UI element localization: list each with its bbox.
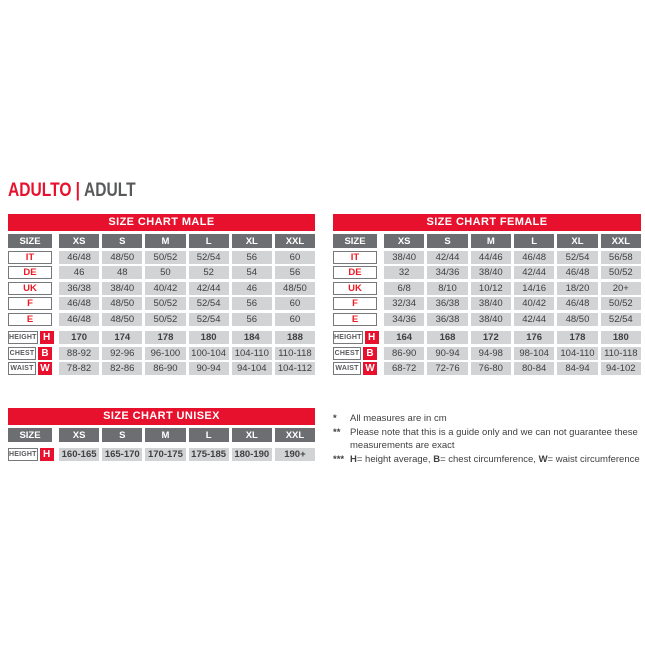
size-cell: 48 bbox=[102, 266, 142, 279]
measure-cell: 94-98 bbox=[471, 347, 511, 360]
size-cell: 38/40 bbox=[102, 282, 142, 295]
size-cell: 48/50 bbox=[102, 251, 142, 264]
measure-cell: 96-100 bbox=[145, 347, 185, 360]
country-label-de: DE bbox=[8, 266, 52, 279]
measure-cell: 100-104 bbox=[189, 347, 229, 360]
column-header-xxl: XXL bbox=[275, 428, 315, 442]
row-label-column bbox=[333, 331, 377, 344]
size-chart-unisex-table bbox=[8, 408, 315, 461]
measure-cell: 94-102 bbox=[601, 362, 641, 375]
column-header-xs: XS bbox=[59, 234, 99, 248]
measure-row-waist bbox=[333, 362, 641, 375]
measure-row-chest bbox=[333, 347, 641, 360]
size-cell: 38/40 bbox=[471, 297, 511, 310]
measure-cell: 178 bbox=[145, 331, 185, 344]
size-cell: 42/44 bbox=[514, 313, 554, 326]
size-cell: 48/50 bbox=[275, 282, 315, 295]
size-cell: 48/50 bbox=[557, 313, 597, 326]
footnotes bbox=[333, 412, 645, 466]
size-cell: 50/52 bbox=[601, 266, 641, 279]
footnote-segment: = chest circumference, bbox=[440, 453, 539, 465]
measure-cell: 86-90 bbox=[145, 362, 185, 375]
measure-label-waist: WAIST bbox=[333, 362, 361, 375]
row-label-column bbox=[333, 297, 377, 310]
size-cell: 40/42 bbox=[514, 297, 554, 310]
size-row-uk bbox=[333, 282, 641, 295]
size-cell: 50/52 bbox=[145, 251, 185, 264]
measure-cell: 174 bbox=[102, 331, 142, 344]
size-row-uk bbox=[8, 282, 315, 295]
measure-letter-w: W bbox=[38, 362, 52, 375]
country-label-it: IT bbox=[333, 251, 377, 264]
measure-cell: 110-118 bbox=[275, 347, 315, 360]
size-row-e bbox=[8, 313, 315, 326]
row-label-column bbox=[333, 362, 377, 375]
table-title-male: SIZE CHART MALE bbox=[8, 214, 315, 231]
measure-cell: 82-86 bbox=[102, 362, 142, 375]
measure-cell: 170-175 bbox=[145, 448, 185, 461]
measure-cell: 88-92 bbox=[59, 347, 99, 360]
country-label-e: E bbox=[8, 313, 52, 326]
measure-cell: 68-72 bbox=[384, 362, 424, 375]
footnote-3 bbox=[333, 453, 645, 467]
measure-cell: 80-84 bbox=[514, 362, 554, 375]
measure-cell: 78-82 bbox=[59, 362, 99, 375]
measure-label-waist: WAIST bbox=[8, 362, 36, 375]
size-cell: 56 bbox=[232, 297, 272, 310]
footnote-text bbox=[350, 453, 645, 467]
measure-cell: 188 bbox=[275, 331, 315, 344]
size-cell: 46/48 bbox=[557, 297, 597, 310]
size-label-column bbox=[8, 428, 52, 442]
column-header-xs: XS bbox=[384, 234, 424, 248]
size-row-it bbox=[333, 251, 641, 264]
size-cell: 46/48 bbox=[59, 251, 99, 264]
size-cell: 52 bbox=[189, 266, 229, 279]
size-chart-female-table bbox=[333, 214, 641, 375]
footnote-marker: *** bbox=[333, 453, 345, 465]
measure-cell: 178 bbox=[557, 331, 597, 344]
measure-label-chest: CHEST bbox=[8, 347, 36, 360]
column-header-s: S bbox=[102, 234, 142, 248]
size-cell: 48/50 bbox=[102, 313, 142, 326]
column-header-xxl: XXL bbox=[275, 234, 315, 248]
measure-letter-h: H bbox=[40, 448, 54, 461]
measure-cell: 164 bbox=[384, 331, 424, 344]
size-cell: 36/38 bbox=[59, 282, 99, 295]
measure-cell: 180 bbox=[189, 331, 229, 344]
size-cell: 52/54 bbox=[189, 251, 229, 264]
measure-row-chest bbox=[8, 347, 315, 360]
footnote-segment: H bbox=[350, 453, 357, 465]
column-header-l: L bbox=[189, 234, 229, 248]
size-label-column bbox=[8, 234, 52, 248]
page-title-primary: ADULTO bbox=[8, 180, 72, 201]
table-title-female: SIZE CHART FEMALE bbox=[333, 214, 641, 231]
country-label-f: F bbox=[8, 297, 52, 310]
country-label-uk: UK bbox=[8, 282, 52, 295]
measure-row-height bbox=[8, 331, 315, 344]
row-label-column bbox=[8, 251, 52, 264]
measure-letter-b: B bbox=[363, 347, 377, 360]
row-label-column bbox=[333, 251, 377, 264]
row-label-column bbox=[8, 313, 52, 326]
table-header-row bbox=[333, 234, 641, 248]
footnote-1 bbox=[333, 412, 645, 426]
size-cell: 10/12 bbox=[471, 282, 511, 295]
page-title bbox=[8, 180, 136, 202]
measure-label-height: HEIGHT bbox=[8, 448, 38, 461]
measure-cell: 180-190 bbox=[232, 448, 272, 461]
row-label-column bbox=[333, 313, 377, 326]
size-cell: 50 bbox=[145, 266, 185, 279]
size-chart-male-table bbox=[8, 214, 315, 375]
footnote-segment: Please note that this is a guide only and we can not guarantee these measurements are exact bbox=[350, 426, 638, 451]
measure-cell: 172 bbox=[471, 331, 511, 344]
size-cell: 60 bbox=[275, 313, 315, 326]
measure-cell: 168 bbox=[427, 331, 467, 344]
country-label-de: DE bbox=[333, 266, 377, 279]
size-row-f bbox=[8, 297, 315, 310]
column-header-l: L bbox=[189, 428, 229, 442]
size-cell: 32 bbox=[384, 266, 424, 279]
footnote-2 bbox=[333, 426, 645, 453]
measure-cell: 90-94 bbox=[189, 362, 229, 375]
footnote-text bbox=[350, 426, 645, 453]
measure-label-height: HEIGHT bbox=[8, 331, 38, 344]
footnote-segment: B bbox=[433, 453, 441, 465]
size-cell: 14/16 bbox=[514, 282, 554, 295]
size-cell: 56 bbox=[232, 251, 272, 264]
size-cell: 44/46 bbox=[471, 251, 511, 264]
size-cell: 32/34 bbox=[384, 297, 424, 310]
measure-cell: 94-104 bbox=[232, 362, 272, 375]
measure-cell: 98-104 bbox=[514, 347, 554, 360]
size-cell: 60 bbox=[275, 251, 315, 264]
size-label-column bbox=[333, 234, 377, 248]
column-header-l: L bbox=[514, 234, 554, 248]
row-label-column bbox=[8, 266, 52, 279]
size-cell: 42/44 bbox=[189, 282, 229, 295]
measure-cell: 84-94 bbox=[557, 362, 597, 375]
column-header-xl: XL bbox=[232, 234, 272, 248]
measure-letter-h: H bbox=[365, 331, 379, 344]
column-header-m: M bbox=[145, 234, 185, 248]
size-cell: 52/54 bbox=[557, 251, 597, 264]
size-column-header: SIZE bbox=[333, 234, 377, 248]
measure-cell: 170 bbox=[59, 331, 99, 344]
column-header-m: M bbox=[145, 428, 185, 442]
footnote-segment: = height average, bbox=[356, 453, 434, 465]
row-label-column bbox=[333, 347, 377, 360]
measure-row-height bbox=[8, 448, 315, 461]
country-label-uk: UK bbox=[333, 282, 377, 295]
size-column-header: SIZE bbox=[8, 428, 52, 442]
size-cell: 6/8 bbox=[384, 282, 424, 295]
size-cell: 56/58 bbox=[601, 251, 641, 264]
size-row-de bbox=[333, 266, 641, 279]
size-cell: 46/48 bbox=[59, 313, 99, 326]
size-cell: 52/54 bbox=[189, 297, 229, 310]
measure-cell: 180 bbox=[601, 331, 641, 344]
size-cell: 38/40 bbox=[471, 266, 511, 279]
row-label-column bbox=[8, 331, 52, 344]
measure-cell: 175-185 bbox=[189, 448, 229, 461]
measure-label-height: HEIGHT bbox=[333, 331, 363, 344]
measure-cell: 90-94 bbox=[427, 347, 467, 360]
row-label-column bbox=[8, 448, 52, 461]
row-label-column bbox=[8, 282, 52, 295]
size-cell: 56 bbox=[275, 266, 315, 279]
column-header-xxl: XXL bbox=[601, 234, 641, 248]
table-title-unisex: SIZE CHART UNISEX bbox=[8, 408, 315, 425]
footnote-segment: All measures are in cm bbox=[350, 413, 447, 424]
measure-cell: 86-90 bbox=[384, 347, 424, 360]
table-header-row bbox=[8, 234, 315, 248]
size-cell: 8/10 bbox=[427, 282, 467, 295]
size-cell: 36/38 bbox=[427, 297, 467, 310]
size-cell: 46 bbox=[59, 266, 99, 279]
table-rows-unisex bbox=[8, 428, 315, 461]
size-cell: 52/54 bbox=[189, 313, 229, 326]
footnote-segment: = waist circumference bbox=[547, 453, 640, 465]
size-cell: 34/36 bbox=[427, 266, 467, 279]
size-cell: 18/20 bbox=[557, 282, 597, 295]
measure-row-waist bbox=[8, 362, 315, 375]
size-cell: 50/52 bbox=[601, 297, 641, 310]
size-cell: 46/48 bbox=[59, 297, 99, 310]
measure-cell: 110-118 bbox=[601, 347, 641, 360]
footnote-marker: * bbox=[333, 413, 337, 424]
size-cell: 52/54 bbox=[601, 313, 641, 326]
column-header-xs: XS bbox=[59, 428, 99, 442]
footnote-text bbox=[350, 412, 645, 426]
column-header-xl: XL bbox=[232, 428, 272, 442]
size-cell: 42/44 bbox=[427, 251, 467, 264]
measure-cell: 184 bbox=[232, 331, 272, 344]
size-cell: 54 bbox=[232, 266, 272, 279]
row-label-column bbox=[8, 347, 52, 360]
column-header-s: S bbox=[102, 428, 142, 442]
measure-cell: 104-110 bbox=[557, 347, 597, 360]
country-label-e: E bbox=[333, 313, 377, 326]
row-label-column bbox=[8, 362, 52, 375]
column-header-m: M bbox=[471, 234, 511, 248]
measure-cell: 104-112 bbox=[275, 362, 315, 375]
measure-cell: 176 bbox=[514, 331, 554, 344]
page-title-separator: | bbox=[75, 180, 80, 201]
size-cell: 38/40 bbox=[471, 313, 511, 326]
footnote-marker: ** bbox=[333, 426, 341, 438]
size-cell: 46 bbox=[232, 282, 272, 295]
table-rows-male bbox=[8, 234, 315, 375]
size-cell: 38/40 bbox=[384, 251, 424, 264]
size-cell: 48/50 bbox=[102, 297, 142, 310]
page-title-secondary: ADULT bbox=[84, 180, 136, 201]
size-row-e bbox=[333, 313, 641, 326]
size-row-it bbox=[8, 251, 315, 264]
row-label-column bbox=[333, 282, 377, 295]
footnote-segment: W bbox=[538, 453, 548, 465]
measure-cell: 165-170 bbox=[102, 448, 142, 461]
table-header-row bbox=[8, 428, 315, 442]
size-cell: 50/52 bbox=[145, 297, 185, 310]
size-cell: 50/52 bbox=[145, 313, 185, 326]
measure-cell: 72-76 bbox=[427, 362, 467, 375]
measure-cell: 160-165 bbox=[59, 448, 99, 461]
row-label-column bbox=[8, 297, 52, 310]
measure-cell: 92-96 bbox=[102, 347, 142, 360]
size-cell: 34/36 bbox=[384, 313, 424, 326]
size-row-f bbox=[333, 297, 641, 310]
size-column-header: SIZE bbox=[8, 234, 52, 248]
row-label-column bbox=[333, 266, 377, 279]
size-cell: 46/48 bbox=[514, 251, 554, 264]
measure-cell: 104-110 bbox=[232, 347, 272, 360]
measure-letter-w: W bbox=[363, 362, 377, 375]
size-cell: 40/42 bbox=[145, 282, 185, 295]
country-label-f: F bbox=[333, 297, 377, 310]
size-cell: 46/48 bbox=[557, 266, 597, 279]
size-cell: 56 bbox=[232, 313, 272, 326]
measure-cell: 76-80 bbox=[471, 362, 511, 375]
measure-row-height bbox=[333, 331, 641, 344]
measure-letter-b: B bbox=[38, 347, 52, 360]
country-label-it: IT bbox=[8, 251, 52, 264]
size-cell: 20+ bbox=[601, 282, 641, 295]
size-cell: 36/38 bbox=[427, 313, 467, 326]
size-cell: 60 bbox=[275, 297, 315, 310]
measure-letter-h: H bbox=[40, 331, 54, 344]
column-header-xl: XL bbox=[557, 234, 597, 248]
column-header-s: S bbox=[427, 234, 467, 248]
size-cell: 42/44 bbox=[514, 266, 554, 279]
measure-cell: 190+ bbox=[275, 448, 315, 461]
size-row-de bbox=[8, 266, 315, 279]
measure-label-chest: CHEST bbox=[333, 347, 361, 360]
table-rows-female bbox=[333, 234, 641, 375]
